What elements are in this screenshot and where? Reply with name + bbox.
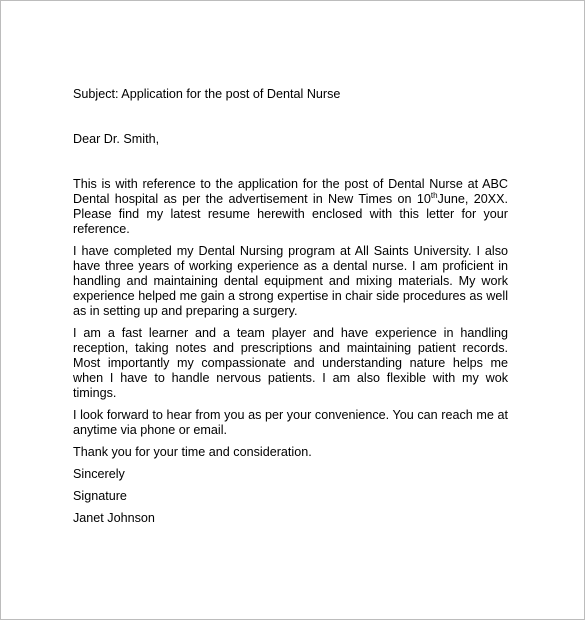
salutation: Dear Dr. Smith, (73, 132, 160, 146)
paragraph-thanks: Thank you for your time and consideration. (73, 445, 312, 459)
date-superscript: th (430, 191, 438, 200)
paragraph-qualifications: I have completed my Dental Nursing program at All Saints University. I also have three years of working experience as a dental nurse. I am proficient in handling and maintaining dental equipment and mixing materials. My work experience helped me gain a strong expertise in chair side procedures as well as in setting up and preparing a surgery. (73, 244, 508, 318)
paragraph-skills: I am a fast learner and a team player and have experience in handling reception, taking notes and prescriptions and maintaining patient records. Most importantly my compassionate and understanding nature helps me when I have to handle nervous patients. I am also flexible with my wok timings. (73, 326, 508, 400)
signature: Signature (73, 489, 127, 503)
closing: Sincerely (73, 467, 125, 481)
paragraph-contact: I look forward to hear from you as per your convenience. You can reach me at anytime via phone or email. (73, 408, 508, 437)
sender-name: Janet Johnson (73, 511, 155, 525)
letter-body (73, 87, 508, 526)
paragraph-reference-text: This is with reference to the application for the post of Dental Nurse at ABC Dental hospital as per the advertisement in New Times on 10 (73, 177, 508, 206)
subject-line: Subject: Application for the post of Dental Nurse (73, 87, 341, 101)
paragraph-reference-text-cont: June, 20XX. Please find my latest resume herewith enclosed with this letter for your reference. (73, 192, 508, 236)
paragraph-reference (73, 177, 508, 237)
